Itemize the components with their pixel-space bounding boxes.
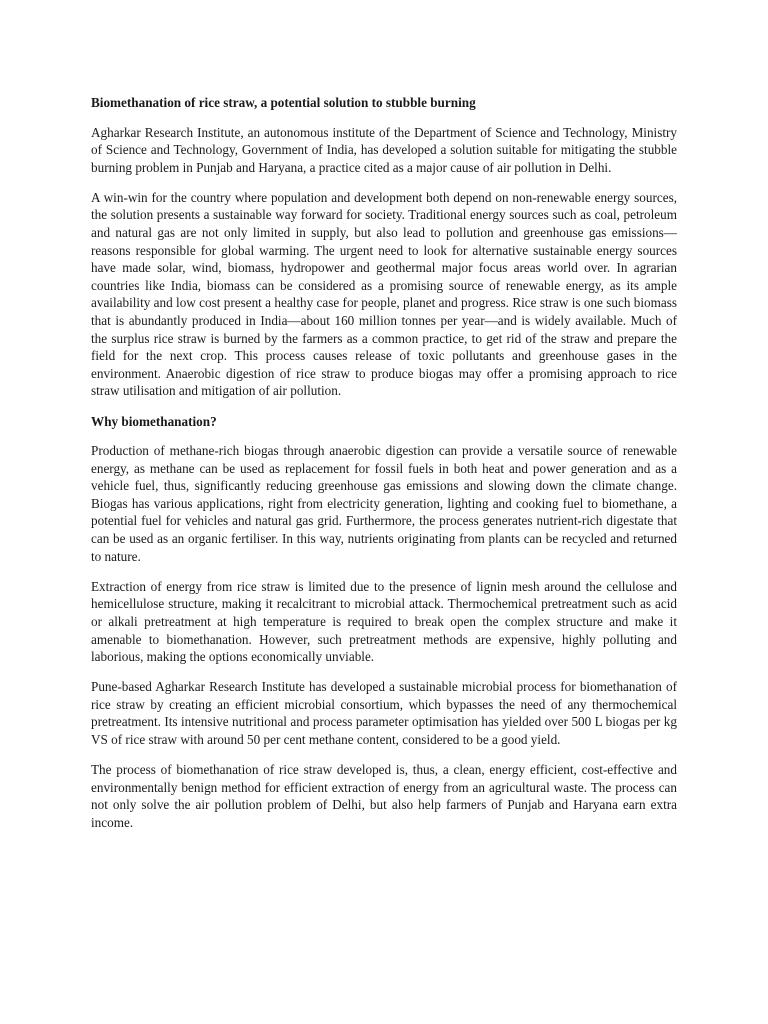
section-heading: Why biomethanation? <box>91 413 217 429</box>
section-paragraph-3: Pune-based Agharkar Research Institute has developed a sustainable microbial process for biomethanation of rice straw by creating an efficient microbial consortium, which bypasses the need of any thermochemical pretreatment. Its intensive nutritional and process parameter optimisation has yielded over 500 L biogas per kg VS of rice straw with around 50 per cent methane content, considered to be a good yield. <box>91 679 677 747</box>
section-paragraph-4: The process of biomethanation of rice straw developed is, thus, a clean, energy efficient, cost-effective and environmentally benign method for efficient extraction of energy from an agricultural waste. The process can not only solve the air pollution problem of Delhi, but also help farmers of Punjab and Haryana earn extra income. <box>91 762 677 830</box>
document-title: Biomethanation of rice straw, a potential solution to stubble burning <box>91 95 476 110</box>
document-page <box>91 94 677 844</box>
intro-paragraph-2: A win-win for the country where population and development both depend on non-renewable energy sources, the solution presents a sustainable way forward for society. Traditional energy sources such as coal, petroleum and natural gas are not only limited in supply, but also lead to pollution and greenhouse gas emissions—reasons responsible for global warming. The urgent need to look for alternative sustainable energy sources have made solar, wind, biomass, hydropower and geothermal major focus areas world over. In agrarian countries like India, biomass can be considered as a promising source of renewable energy, as its ample availability and low cost present a healthy case for people, planet and progress. Rice straw is one such biomass that is abundantly produced in India—about 160 million tonnes per year—and is widely available. Much of the surplus rice straw is burned by the farmers as a common practice, to get rid of the straw and prepare the field for the next crop. This process causes release of toxic pollutants and greenhouse gases in the environment. Anaerobic digestion of rice straw to produce biogas may offer a promising approach to rice straw utilisation and mitigation of air pollution. <box>91 189 677 399</box>
section-paragraph-1: Production of methane-rich biogas through anaerobic digestion can provide a versatile source of renewable energy, as methane can be used as replacement for fossil fuels in both heat and power generation and as a vehicle fuel, thus, significantly reducing greenhouse gas emissions and slowing down the climate change. Biogas has various applications, right from electricity generation, lighting and cooking fuel to biomethane, a potential fuel for vehicles and natural gas grid. Furthermore, the process generates nutrient-rich digestate that can be used as an organic fertiliser. In this way, nutrients originating from plants can be recycled and returned to nature. <box>91 443 677 564</box>
section-paragraph-2: Extraction of energy from rice straw is limited due to the presence of lignin mesh around the cellulose and hemicellulose structure, making it recalcitrant to microbial attack. Thermochemical pretreatment such as acid or alkali pretreatment at high temperature is required to break open the complex structure and make it amenable to biomethanation. However, such pretreatment methods are expensive, highly polluting and laborious, making the options economically unviable. <box>91 578 677 665</box>
intro-paragraph-1: Agharkar Research Institute, an autonomous institute of the Department of Science and Technology, Ministry of Science and Technology, Government of India, has developed a solution suitable for mitigating the stubble burning problem in Punjab and Haryana, a practice cited as a major cause of air pollution in Delhi. <box>91 124 677 175</box>
